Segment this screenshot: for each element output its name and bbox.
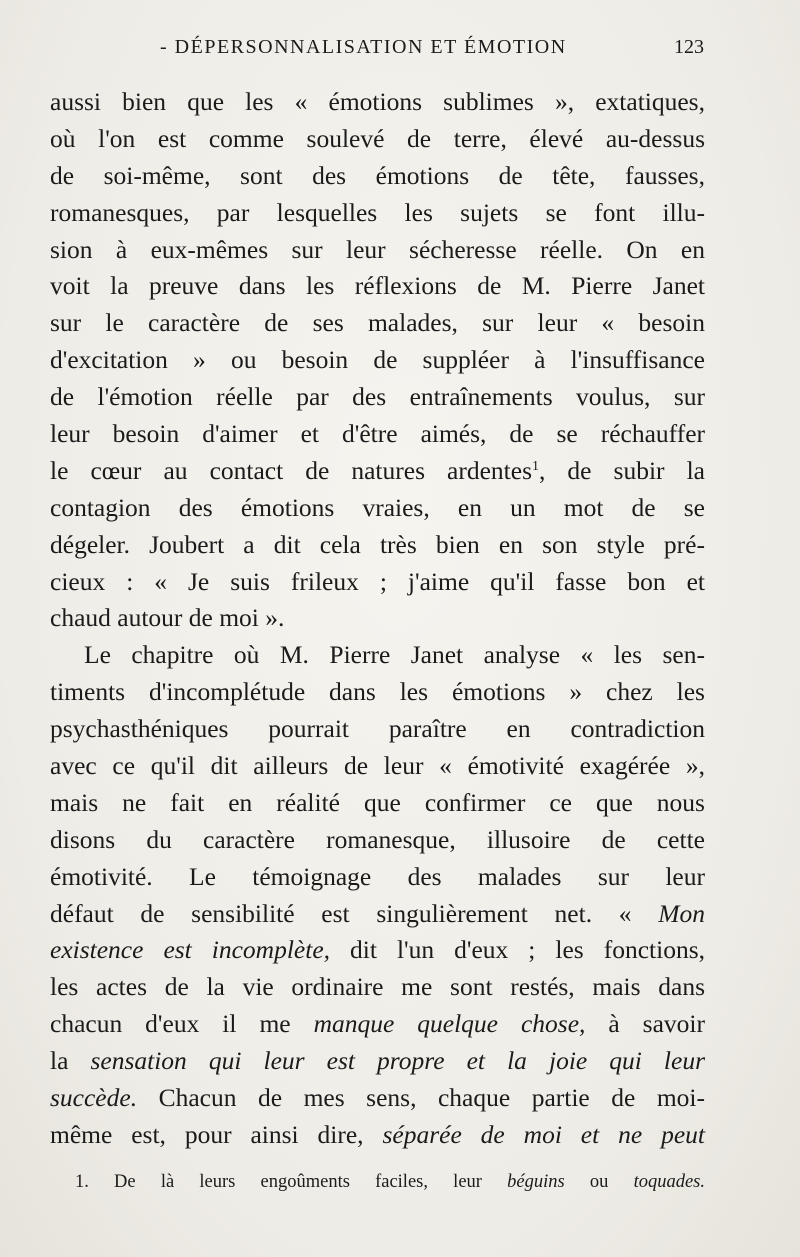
text-segment: , de subir la: [539, 455, 705, 485]
text-line: [50, 896, 705, 933]
text-segment: chacun d'eux il me: [50, 1009, 314, 1039]
text-line: [50, 416, 705, 453]
text-segment: les actes de la vie ordinaire me sont restés, mais dans: [50, 972, 705, 1002]
text-line: [50, 637, 705, 674]
text-line: [50, 527, 705, 564]
text-segment: ou: [564, 1172, 634, 1192]
text-segment: où l'on est comme soulevé de terre, élevé au-dessus: [50, 123, 705, 153]
text-segment: psychasthéniques pourrait paraître en contradiction: [50, 714, 705, 744]
page-number: 123: [674, 36, 704, 58]
text-segment: chaud autour de moi ».: [50, 603, 285, 633]
text-segment: disons du caractère romanesque, illusoire de cette: [50, 824, 705, 854]
text-line: [50, 232, 705, 269]
text-line: [50, 342, 705, 379]
text-segment: même est, pour ainsi dire,: [50, 1119, 383, 1149]
text-segment: de soi-même, sont des émotions de tête, fausses,: [50, 160, 705, 190]
running-header: [160, 36, 704, 72]
text-segment: romanesques, par lesquelles les sujets se font illu-: [50, 197, 705, 227]
text-segment: dit l'un d'eux ; les fonctions,: [330, 935, 706, 965]
text-segment: leur besoin d'aimer et d'être aimés, de se réchauffer: [50, 419, 705, 449]
text-line: [50, 84, 705, 121]
text-line: [50, 195, 705, 232]
text-line: [50, 711, 705, 748]
text-segment: timents d'incomplétude dans les émotions » chez les: [50, 677, 705, 707]
text-segment: d'excitation » ou besoin de suppléer à l'insuffisance: [50, 345, 705, 375]
text-segment: de l'émotion réelle par des entraînements voulus, sur: [50, 382, 705, 412]
body-text: [50, 84, 705, 1154]
running-title: - DÉPERSONNALISATION ET ÉMOTION: [160, 36, 567, 58]
text-segment: Le chapitre où M. Pierre Janet analyse « les sen-: [84, 640, 705, 670]
text-line: [50, 305, 705, 342]
italic-text: séparée de moi et ne peut: [382, 1119, 705, 1149]
text-line: [50, 121, 705, 158]
text-segment: émotivité. Le témoignage des malades sur leur: [50, 861, 705, 891]
text-segment: Chacun de mes sens, chaque partie de moi-: [137, 1083, 705, 1113]
text-line: [50, 1043, 705, 1080]
text-segment: sion à eux-mêmes sur leur sécheresse réelle. On en: [50, 234, 705, 264]
text-segment: mais ne fait en réalité que confirmer ce que nous: [50, 787, 705, 817]
italic-text: succède.: [50, 1083, 138, 1113]
text-segment: à savoir: [585, 1009, 705, 1039]
text-segment: défaut de sensibilité est singulièrement net. «: [50, 898, 659, 928]
text-segment: la: [50, 1046, 91, 1076]
text-segment: voit la preuve dans les réflexions de M. Pierre Janet: [50, 271, 705, 301]
text-line: [50, 600, 705, 637]
text-line: [50, 453, 705, 490]
text-line: [50, 785, 705, 822]
text-line: [50, 379, 705, 416]
text-line: [50, 748, 705, 785]
text-line: [50, 1006, 705, 1043]
text-line: [50, 1117, 705, 1154]
text-line: [50, 674, 705, 711]
italic-text: sensation qui leur est propre et la joie qui leur: [90, 1046, 705, 1076]
text-line: [50, 490, 705, 527]
text-line: [50, 564, 705, 601]
footnote: [75, 1168, 705, 1196]
text-line: [50, 932, 705, 969]
text-line: [50, 1080, 705, 1117]
text-line: [50, 822, 705, 859]
footnote-marker: 1: [532, 458, 539, 474]
text-segment: sur le caractère de ses malades, sur leur « besoin: [50, 308, 705, 338]
text-segment: aussi bien que les « émotions sublimes », extatiques,: [50, 87, 705, 116]
italic-text: manque quelque chose,: [313, 1009, 586, 1039]
italic-text: existence est incomplète,: [50, 935, 331, 965]
text-segment: avec ce qu'il dit ailleurs de leur « émotivité exagérée »,: [50, 751, 705, 781]
text-line: [50, 158, 705, 195]
text-segment: 1. De là leurs engoûments faciles, leur: [75, 1172, 508, 1192]
italic-text: Mon: [658, 898, 705, 928]
italic-text: béguins: [507, 1172, 565, 1192]
text-segment: le cœur au contact de natures ardentes: [50, 455, 532, 485]
text-segment: dégeler. Joubert a dit cela très bien en son style pré-: [50, 529, 705, 559]
text-line: [50, 969, 705, 1006]
italic-text: toquades.: [633, 1172, 705, 1192]
text-line: [50, 859, 705, 896]
text-segment: cieux : « Je suis frileux ; j'aime qu'il fasse bon et: [50, 566, 705, 596]
text-segment: contagion des émotions vraies, en un mot de se: [50, 492, 705, 522]
text-line: [50, 268, 705, 305]
